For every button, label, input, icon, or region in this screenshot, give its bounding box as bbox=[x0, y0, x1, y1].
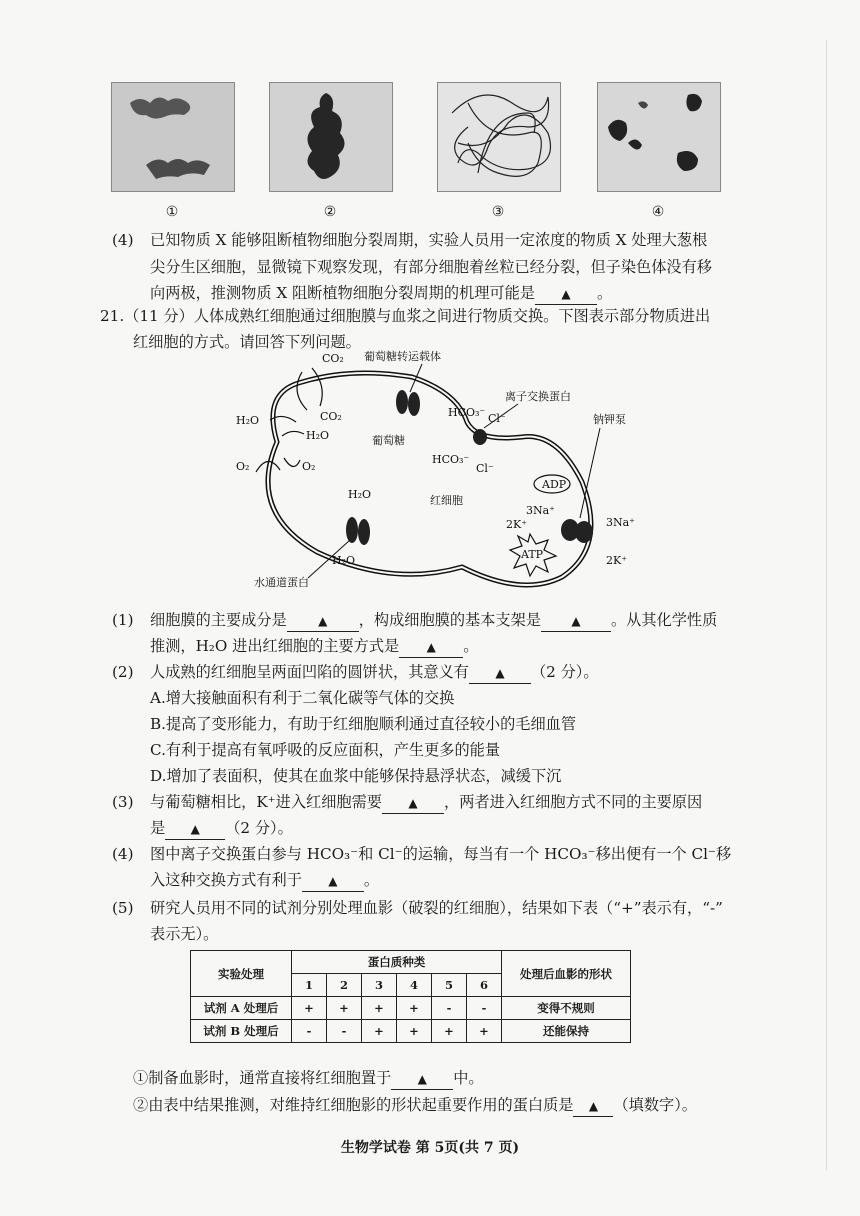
q21-1-text-c: 。从其化学性质 bbox=[610, 611, 718, 629]
atp-label: ATP bbox=[521, 548, 544, 561]
micrograph-4-image bbox=[598, 83, 720, 191]
header-protein: 蛋白质种类 bbox=[292, 951, 502, 974]
table-cell: + bbox=[397, 1020, 432, 1043]
table-cell: - bbox=[467, 997, 502, 1020]
q21-5-q1 bbox=[133, 1068, 484, 1090]
answer-blank[interactable]: ▲ bbox=[302, 871, 364, 892]
answer-blank[interactable]: ▲ bbox=[399, 637, 463, 658]
na-k-pump-label: 钠钾泵 bbox=[593, 413, 626, 426]
table-cell: + bbox=[292, 997, 327, 1020]
h2o-out-label: H₂O bbox=[236, 414, 260, 427]
header-shape: 处理后血影的形状 bbox=[502, 951, 631, 997]
q21-2-line bbox=[150, 662, 599, 684]
micrograph-label-4: ④ bbox=[651, 204, 665, 220]
q21-5-line1: 研究人员用不同的试剂分别处理血影（破裂的红细胞），结果如下表（“+”表示有，“-” bbox=[150, 899, 723, 917]
micrograph-1-image bbox=[112, 83, 234, 191]
h2o-arrow-in bbox=[282, 431, 304, 436]
q21-1-line2 bbox=[150, 636, 478, 658]
protein-id: 1 bbox=[292, 974, 327, 997]
q20-4-line3-end: 。 bbox=[596, 284, 613, 302]
q21-4-text-a: 入这种交换方式有利于 bbox=[150, 871, 302, 889]
q21-2-option-a: A.增大接触面积有利于二氧化碳等气体的交换 bbox=[150, 689, 455, 707]
co2-arrow-out bbox=[297, 372, 307, 410]
protein-id: 6 bbox=[467, 974, 502, 997]
micrograph-row bbox=[105, 82, 725, 232]
page-footer: 生物学试卷 第 5页(共 7 页) bbox=[340, 1140, 520, 1156]
answer-blank[interactable]: ▲ bbox=[469, 663, 531, 684]
q21-5-q2 bbox=[133, 1095, 697, 1117]
protein-id: 3 bbox=[362, 974, 397, 997]
protein-id: 2 bbox=[327, 974, 362, 997]
q21-1-text-d: 推测，H₂O 进出红细胞的主要方式是 bbox=[150, 637, 400, 655]
q21-4-line2 bbox=[150, 870, 379, 892]
micrograph-1 bbox=[111, 82, 235, 192]
k-outer-label: 2K⁺ bbox=[606, 554, 628, 567]
q20-4-line3 bbox=[150, 283, 612, 305]
q21-3-line2 bbox=[150, 818, 293, 840]
table-cell: + bbox=[397, 997, 432, 1020]
q21-3-number: (3) bbox=[112, 793, 134, 811]
q20-4-line2: 尖分生区细胞，显微镜下观察发现，有部分细胞着丝粒已经分裂，但子染色体没有移 bbox=[150, 258, 712, 276]
q21-3-text-c: 是 bbox=[150, 819, 166, 837]
table-row bbox=[191, 997, 631, 1020]
o2-arrow-in bbox=[284, 458, 300, 467]
q21-3-line1 bbox=[150, 792, 702, 814]
table-cell: + bbox=[362, 997, 397, 1020]
q21-3-text-b: ，两者进入红细胞方式不同的主要原因 bbox=[444, 793, 703, 811]
table-header-row bbox=[191, 951, 631, 974]
table-cell: - bbox=[292, 1020, 327, 1043]
q20-4-number: (4) bbox=[112, 231, 134, 249]
q21-5-q2-text-b: （填数字）。 bbox=[613, 1096, 697, 1114]
q21-5-line2: 表示无）。 bbox=[150, 925, 219, 943]
row-treatment: 试剂 A 处理后 bbox=[191, 997, 292, 1020]
micrograph-2 bbox=[269, 82, 393, 192]
q21-1-text-a: 细胞膜的主要成分是 bbox=[150, 611, 287, 629]
micrograph-label-3: ③ bbox=[491, 204, 505, 220]
q21-4-line1: 图中离子交换蛋白参与 HCO₃⁻和 Cl⁻的运输，每当有一个 HCO₃⁻移出便有一个 Cl⁻移 bbox=[150, 845, 732, 863]
micrograph-2-image bbox=[270, 83, 392, 191]
glucose-transporter-right bbox=[408, 392, 420, 416]
hco3-bottom-label: HCO₃⁻ bbox=[432, 453, 470, 466]
row-treatment: 试剂 B 处理后 bbox=[191, 1020, 292, 1043]
answer-blank[interactable]: ▲ bbox=[541, 611, 611, 632]
protein-id: 4 bbox=[397, 974, 432, 997]
co2-arrow-in bbox=[312, 368, 322, 406]
hco3-top-label: HCO₃⁻ bbox=[448, 406, 486, 419]
q21-5-q1-text-a: ①制备血影时，通常直接将红细胞置于 bbox=[133, 1069, 392, 1087]
answer-blank[interactable]: ▲ bbox=[382, 793, 444, 814]
o2-out-label: O₂ bbox=[236, 460, 250, 473]
q21-header-line2: 红细胞的方式。请回答下列问题。 bbox=[133, 333, 361, 351]
q20-4-line3-text: 向两极，推测物质 X 阻断植物细胞分裂周期的机理可能是 bbox=[150, 284, 535, 302]
answer-blank[interactable]: ▲ bbox=[391, 1069, 453, 1090]
answer-blank[interactable]: ▲ bbox=[287, 611, 359, 632]
table-row bbox=[191, 1020, 631, 1043]
red-blood-cell-diagram bbox=[222, 342, 642, 607]
k-inner-label: 2K⁺ bbox=[506, 518, 528, 531]
micrograph-label-1: ① bbox=[165, 204, 179, 220]
q21-5-number: (5) bbox=[112, 899, 134, 917]
aquaporin-label: 水通道蛋白 bbox=[254, 576, 309, 589]
q21-2-option-d: D.增加了表面积，使其在血浆中能够保持悬浮状态，减缓下沉 bbox=[150, 767, 562, 785]
q21-1-number: (1) bbox=[112, 611, 134, 629]
aquaporin-right bbox=[358, 519, 370, 545]
table-cell: + bbox=[327, 997, 362, 1020]
table-cell: + bbox=[467, 1020, 502, 1043]
q21-2-text-a: 人成熟的红细胞呈两面凹陷的圆饼状，其意义有 bbox=[150, 663, 469, 681]
q21-2-option-c: C.有利于提高有氧呼吸的反应面积，产生更多的能量 bbox=[150, 741, 501, 759]
answer-blank[interactable]: ▲ bbox=[165, 819, 225, 840]
q21-5-q1-text-b: 中。 bbox=[453, 1069, 484, 1087]
row-shape: 变得不规则 bbox=[502, 997, 631, 1020]
glucose-transporter-left bbox=[396, 390, 408, 414]
q21-1-text-e: 。 bbox=[463, 637, 479, 655]
glucose-transporter-label: 葡萄糖转运载体 bbox=[364, 350, 441, 363]
q21-1-text-b: ，构成细胞膜的基本支架是 bbox=[358, 611, 541, 629]
q21-4-text-b: 。 bbox=[363, 871, 380, 889]
na-inner-label: 3Na⁺ bbox=[526, 504, 555, 517]
aquaporin-water-bottom: H₂O bbox=[332, 554, 356, 567]
q21-3-text-d: （2 分）。 bbox=[225, 819, 293, 837]
q21-4-number: (4) bbox=[112, 845, 134, 863]
micrograph-3 bbox=[437, 82, 561, 192]
micrograph-4 bbox=[597, 82, 721, 192]
q21-2-number: (2) bbox=[112, 663, 134, 681]
na-outer-label: 3Na⁺ bbox=[606, 516, 635, 529]
table-cell: - bbox=[432, 997, 467, 1020]
o2-in-label: O₂ bbox=[302, 460, 316, 473]
na-k-pump-right bbox=[575, 521, 593, 543]
micrograph-3-image bbox=[438, 83, 560, 191]
table-cell: + bbox=[362, 1020, 397, 1043]
co2-in-label: CO₂ bbox=[320, 410, 342, 423]
protein-id: 5 bbox=[432, 974, 467, 997]
table-cell: + bbox=[432, 1020, 467, 1043]
q21-2-option-b: B.提高了变形能力，有助于红细胞顺利通过直径较小的毛细血管 bbox=[150, 715, 577, 733]
header-treatment: 实验处理 bbox=[191, 951, 292, 997]
aquaporin-left bbox=[346, 517, 358, 543]
q21-3-text-a: 与葡萄糖相比，K⁺进入红细胞需要 bbox=[150, 793, 382, 811]
micrograph-label-2: ② bbox=[323, 204, 337, 220]
cl-bottom-label: Cl⁻ bbox=[476, 462, 494, 475]
q21-header-line1: 21.（11 分）人体成熟红细胞通过细胞膜与血浆之间进行物质交换。下图表示部分物质进出 bbox=[100, 307, 711, 325]
ion-exchanger-label: 离子交换蛋白 bbox=[505, 390, 571, 403]
table-cell: - bbox=[327, 1020, 362, 1043]
q21-5-q2-text-a: ②由表中结果推测，对维持红细胞影的形状起重要作用的蛋白质是 bbox=[133, 1096, 574, 1114]
adp-label: ADP bbox=[542, 478, 567, 491]
results-table bbox=[190, 950, 631, 1043]
row-shape: 还能保持 bbox=[502, 1020, 631, 1043]
q21-2-text-b: （2 分）。 bbox=[530, 663, 599, 681]
aquaporin-water-top: H₂O bbox=[348, 488, 372, 501]
q20-4-line1: 已知物质 X 能够阻断植物细胞分裂周期，实验人员用一定浓度的物质 X 处理大葱根 bbox=[150, 231, 708, 249]
co2-out-label: CO₂ bbox=[322, 352, 344, 365]
cell-label: 红细胞 bbox=[430, 494, 463, 507]
answer-blank[interactable]: ▲ bbox=[535, 284, 597, 305]
h2o-in-label: H₂O bbox=[306, 429, 330, 442]
ion-exchanger-protein bbox=[473, 429, 487, 445]
glucose-label: 葡萄糖 bbox=[372, 434, 405, 447]
answer-blank[interactable]: ▲ bbox=[573, 1096, 613, 1117]
cl-top-label: Cl⁻ bbox=[488, 412, 506, 425]
q21-1-line1 bbox=[150, 610, 717, 632]
